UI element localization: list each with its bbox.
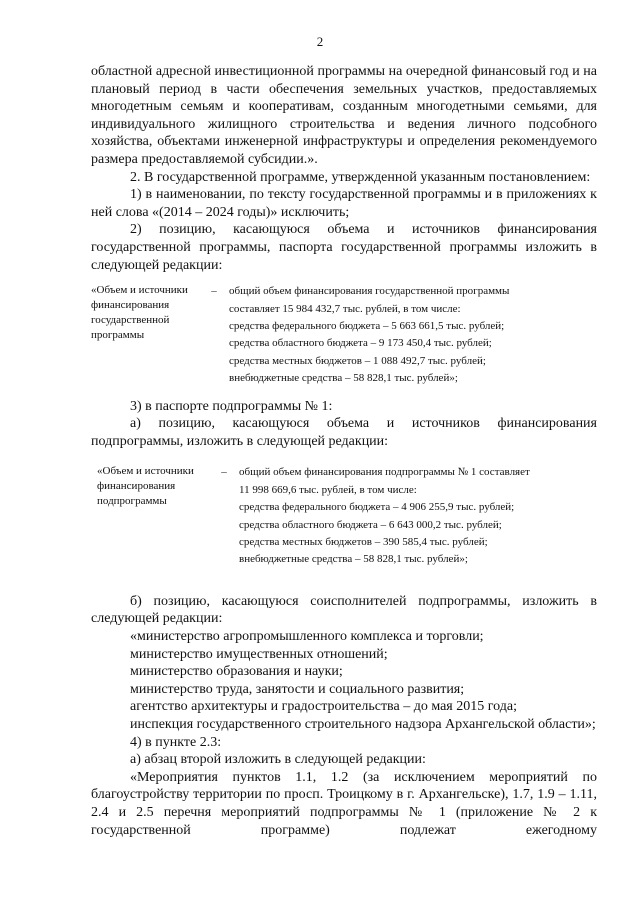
paragraph: министерство труда, занятости и социального развития;	[130, 681, 465, 697]
table-line: составляет 15 984 432,7 тыс. рублей, в том числе:	[229, 302, 461, 315]
paragraph: 4) в пункте 2.3:	[130, 734, 222, 750]
page-number: 2	[316, 34, 324, 49]
table-line: средства областного бюджета – 6 643 000,2 тыс. рублей;	[239, 518, 502, 531]
paragraph: министерство образования и науки;	[130, 664, 343, 680]
table-line: внебюджетные средства – 58 828,1 тыс. рублей»;	[229, 372, 458, 385]
paragraph: «Мероприятия пунктов 1.1, 1.2 (за исключением мероприятий по благоустройству территории по просп. Троицкому в г. Архангельске), 1.7, 1.9 – 1.11, 2.4 и 2.5 перечня мероприятий подпрограммы № 1 (приложение № 2 к государственной программе) подлежат ежегодному	[91, 769, 597, 838]
paragraph: 2) позицию, касающуюся объема и источников финансирования государственной программы, паспорта государственной программы изложить в следующей редакции:	[91, 222, 597, 273]
table-line: средства федерального бюджета – 4 906 255,9 тыс. рублей;	[239, 501, 515, 514]
paragraph: агентство архитектуры и градостроительства – до мая 2015 года;	[130, 699, 517, 715]
paragraph: 1) в наименовании, по тексту государственной программы и в приложениях к ней слова «(2014 – 2024 годы)» исключить;	[91, 187, 597, 220]
paragraph: «министерство агропромышленного комплекса и торговли;	[130, 628, 484, 644]
paragraph: министерство имущественных отношений;	[130, 646, 388, 662]
document-body	[91, 63, 597, 839]
table-label: «Объем и источники финансирования государственной программы	[91, 284, 188, 342]
table-line: внебюджетные средства – 58 828,1 тыс. рублей»;	[239, 553, 468, 566]
table-dash: –	[221, 466, 227, 479]
paragraph: 2. В государственной программе, утвержденной указанным постановлением:	[130, 169, 591, 185]
subprogram-funding-table	[97, 464, 597, 568]
paragraph: а) позицию, касающуюся объема и источников финансирования подпрограммы, изложить в следующей редакции:	[91, 416, 597, 449]
table-line: средства федерального бюджета – 5 663 661,5 тыс. рублей;	[229, 319, 505, 332]
paragraph: 3) в паспорте подпрограммы № 1:	[130, 398, 333, 414]
table-values	[239, 464, 597, 568]
table-values	[229, 283, 597, 387]
paragraph: б) позицию, касающуюся соисполнителей подпрограммы, изложить в следующей редакции:	[91, 593, 597, 627]
program-funding-table	[91, 283, 597, 387]
table-line: общий объем финансирования подпрограммы № 1 составляет	[239, 466, 530, 479]
paragraph: инспекция государственного строительного надзора Архангельской области»;	[130, 716, 596, 732]
table-line: общий объем финансирования государственной программы	[229, 285, 510, 298]
table-label: «Объем и источники финансирования подпрограммы	[97, 465, 194, 508]
paragraph: областной адресной инвестиционной программы на очередной финансовый год и на плановый период в части обеспечения земельных участков, предоставляемых многодетным семьям и кооперативам, созданным многодетными семьями, для индивидуального жилищного строительства и ведения личного подсобного хозяйства, объектами инженерной инфраструктуры и определения рекомендуемого размера предоставляемой субсидии.».	[91, 64, 597, 167]
table-line: средства местных бюджетов – 1 088 492,7 тыс. рублей;	[229, 354, 486, 367]
table-line: средства местных бюджетов – 390 585,4 тыс. рублей;	[239, 535, 488, 548]
table-dash: –	[211, 285, 217, 298]
table-line: средства областного бюджета – 9 173 450,4 тыс. рублей;	[229, 337, 492, 350]
paragraph: а) абзац второй изложить в следующей редакции:	[130, 752, 426, 768]
table-line: 11 998 669,6 тыс. рублей, в том числе:	[239, 483, 417, 496]
